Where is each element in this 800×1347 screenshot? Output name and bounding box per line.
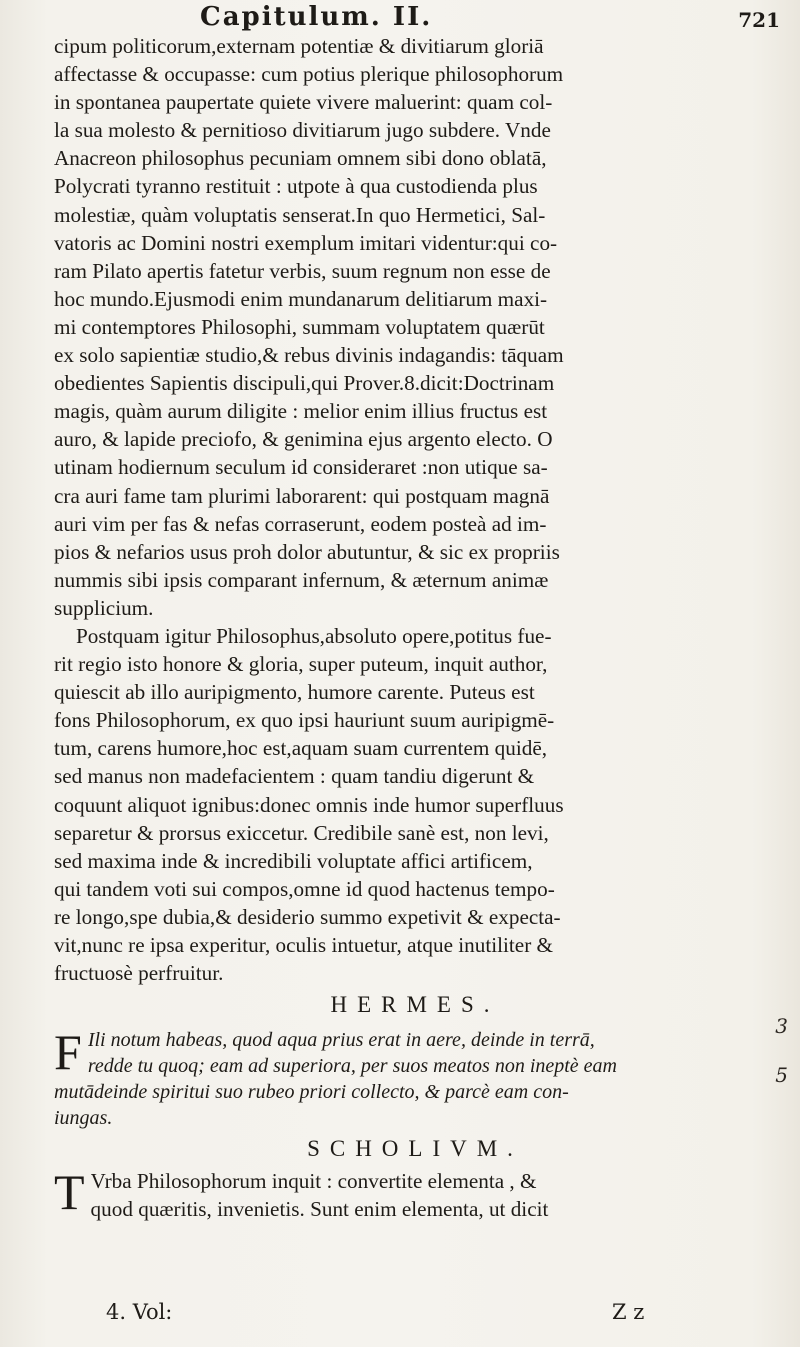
- text-line: quiescit ab illo auripigmento, humore carente. Puteus est: [54, 680, 535, 705]
- scholium-heading: SCHOLIVM.: [307, 1136, 523, 1162]
- text-line: Postquam igitur Philosophus,absoluto opere,potitus fue-: [76, 623, 552, 648]
- main-text: [54, 32, 776, 1223]
- text-line: quod quæritis, invenietis. Sunt enim elementa, ut dicit: [90, 1197, 549, 1222]
- text-line: fons Philosophorum, ex quo ipsi hauriunt suum auripigmē-: [54, 708, 555, 733]
- text-line: in spontanea paupertate quiete vivere maluerint: quam col-: [54, 90, 553, 115]
- hermes-heading: HERMES.: [330, 992, 500, 1018]
- margin-note: 5: [775, 1063, 788, 1087]
- paragraph-1: [54, 32, 776, 622]
- text-line: ram Pilato apertis fatetur verbis, suum regnum non esse de: [54, 258, 551, 283]
- text-line: vit,nunc re ipsa experitur, oculis intuetur, atque inutiliter &: [54, 933, 554, 957]
- text-line: separetur & prorsus exiccetur. Credibile sanè est, non levi,: [54, 820, 549, 845]
- text-line: mi contemptores Philosophi, summam voluptatem quærūt: [54, 314, 545, 339]
- text-line: molestiæ, quàm voluptatis senserat.In quo Hermetici, Sal-: [54, 202, 546, 227]
- text-line: pios & nefarios usus proh dolor abutuntur, & sic ex propriis: [54, 539, 560, 564]
- text-line: Ili notum habeas, quod aqua prius erat in aere, deinde in terrā,: [87, 1029, 595, 1052]
- text-line: obedientes Sapientis discipuli,qui Prover.8.dicit:Doctrinam: [54, 371, 555, 396]
- text-line: magis, quàm aurum diligite : melior enim illius fructus est: [54, 399, 548, 424]
- hermes-text: [54, 1024, 776, 1131]
- page-header: [60, 2, 780, 36]
- volume-signature: 4. Vol:: [106, 1300, 173, 1324]
- text-line: utinam hodiernum seculum id consideraret :non utique sa-: [54, 455, 548, 480]
- text-line: Vrba Philosophorum inquit : convertite elementa , &: [90, 1169, 537, 1194]
- text-line: coquunt aliquot ignibus:donec omnis inde humor superfluus: [54, 792, 564, 817]
- text-line: redde tu quoq; eam ad superiora, per suos meatos non ineptè eam: [87, 1055, 618, 1078]
- text-line: cipum politicorum,externam potentiæ & divitiarum gloriā: [54, 34, 544, 58]
- text-line: re longo,spe dubia,& desiderio summo expetivit & expecta-: [54, 904, 561, 929]
- page-footer: [54, 1300, 776, 1330]
- page-number: 721: [738, 8, 780, 32]
- paragraph-2: [54, 622, 776, 987]
- text-line: auro, & lapide preciofo, & genimina ejus argento electo. O: [54, 427, 553, 452]
- scholium-text: [54, 1164, 776, 1223]
- text-line: Anacreon philosophus pecuniam omnem sibi dono oblatā,: [54, 146, 547, 171]
- dropcap-letter: F: [54, 1024, 82, 1081]
- dropcap-letter: T: [54, 1164, 85, 1221]
- text-line: la sua molesto & pernitioso divitiarum jugo subdere. Vnde: [54, 118, 551, 143]
- running-title: Capitulum. II.: [200, 2, 433, 32]
- text-line: Polycrati tyranno restituit : utpote à qua custodienda plus: [54, 174, 538, 199]
- text-line: supplicium.: [54, 595, 154, 620]
- text-line: mutādeinde spiritui suo rubeo priori collecto, & parcè eam con-: [54, 1081, 569, 1104]
- text-line: nummis sibi ipsis comparant infernum, & æternum animæ: [54, 567, 549, 592]
- gathering-mark: Z z: [612, 1300, 645, 1324]
- text-line: hoc mundo.Ejusmodi enim mundanarum delitiarum maxi-: [54, 286, 548, 311]
- text-line: ex solo sapientiæ studio,& rebus divinis indagandis: tāquam: [54, 343, 564, 368]
- margin-note: 3: [775, 1014, 788, 1038]
- text-line: sed maxima inde & incredibili voluptate affici artificem,: [54, 848, 533, 873]
- text-line: cra auri fame tam plurimi laborarent: qui postquam magnā: [54, 483, 550, 508]
- text-line: auri vim per fas & nefas corraserunt, eodem posteà ad im-: [54, 511, 547, 536]
- text-line: fructuosè perfruitur.: [54, 961, 224, 986]
- text-line: qui tandem voti sui compos,omne id quod hactenus tempo-: [54, 876, 555, 901]
- text-line: affectasse & occupasse: cum potius plerique philosophorum: [54, 62, 564, 87]
- text-line: iungas.: [54, 1107, 113, 1130]
- text-line: tum, carens humore,hoc est,aquam suam currentem quidē,: [54, 736, 548, 761]
- text-line: rit regio isto honore & gloria, super puteum, inquit author,: [54, 652, 548, 677]
- text-line: vatoris ac Domini nostri exemplum imitari videntur:qui co-: [54, 230, 558, 255]
- text-line: sed manus non madefacientem : quam tandiu digerunt &: [54, 764, 535, 789]
